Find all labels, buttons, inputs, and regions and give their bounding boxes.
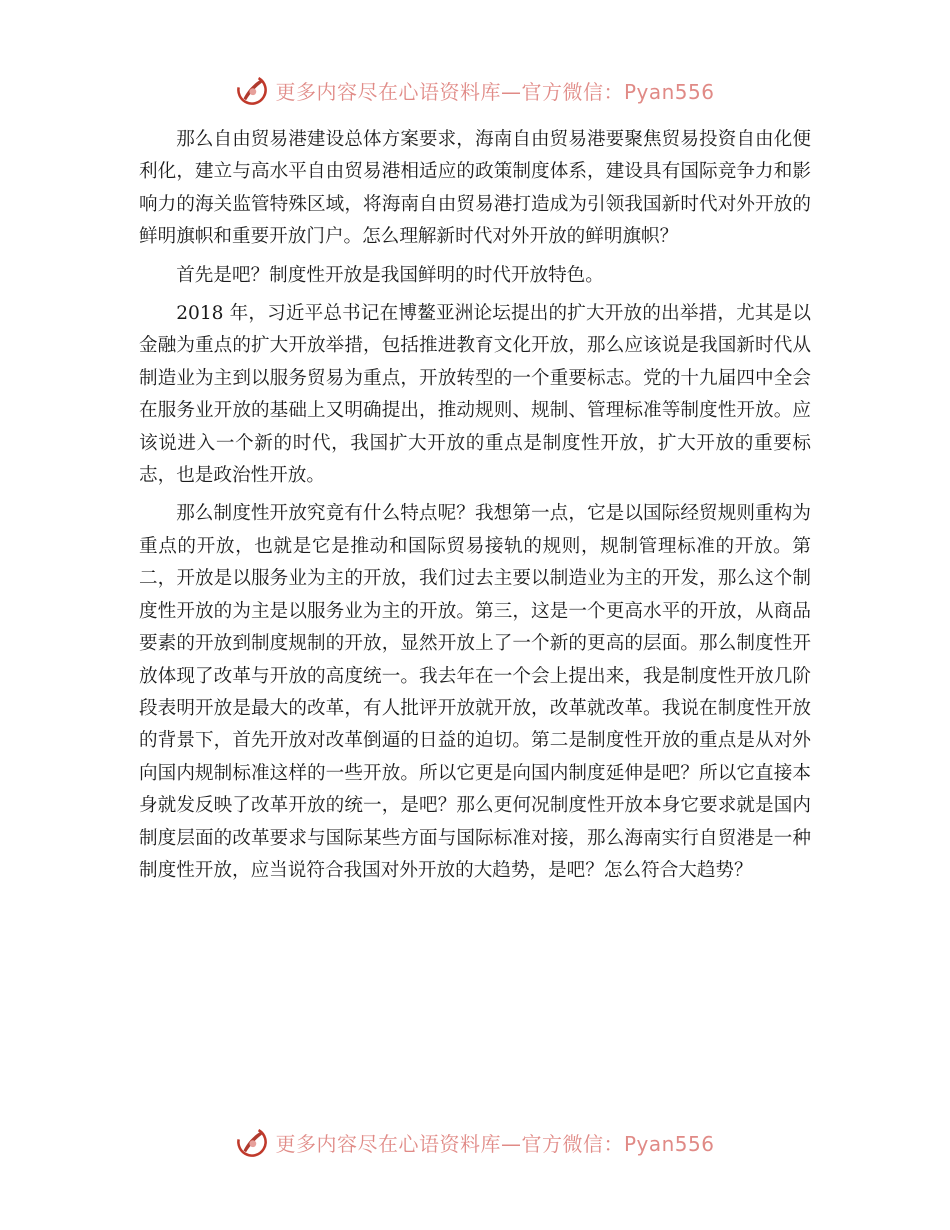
paragraph: 2018 年，习近平总书记在博鳌亚洲论坛提出的扩大开放的出举措，尤其是以金融为重点的扩大开放举措，包括推进教育文化开放，那么应该说是我国新时代从制造业为主到以服务贸易为重点，开放转型的一个重要标志。党的十九届四中全会在服务业开放的基础上又明确提出，推动规则、规制、管理标准等制度性开放。应该说进入一个新的时代，我国扩大开放的重点是制度性开放，扩大开放的重要标志，也是政治性开放。 (139, 303, 811, 487)
header-watermark (0, 70, 950, 110)
footer-watermark (0, 1122, 950, 1162)
pen-seal-logo-icon (235, 1125, 269, 1159)
header-watermark-text: 更多内容尽在心语资料库—官方微信：Pyan556 (275, 79, 715, 104)
document-body (139, 124, 811, 893)
footer-watermark-text: 更多内容尽在心语资料库—官方微信：Pyan556 (275, 1131, 715, 1156)
paragraph: 那么制度性开放究竟有什么特点呢？我想第一点，它是以国际经贸规则重构为重点的开放，也就是它是推动和国际贸易接轨的规则，规制管理标准的开放。第二，开放是以服务业为主的开放，我们过去主要以制造业为主的开发，那么这个制度性开放的为主是以服务业为主的开放。第三，这是一个更高水平的开放，从商品要素的开放到制度规制的开放，显然开放上了一个新的更高的层面。那么制度性开放体现了改革与开放的高度统一。我去年在一个会上提出来，我是制度性开放几阶段表明开放是最大的改革，有人批评开放就开放，改革就改革。我说在制度性开放的背景下，首先开放对改革倒逼的日益的迫切。第二是制度性开放的重点是从对外向国内规制标准这样的一些开放。所以它更是向国内制度延伸是吧？所以它直接本身就发反映了改革开放的统一，是吧？那么更何况制度性开放本身它要求就是国内制度层面的改革要求与国际某些方面与国际标准对接，那么海南实行自贸港是一种制度性开放，应当说符合我国对外开放的大趋势，是吧？怎么符合大趋势？ (139, 503, 811, 881)
paragraph: 那么自由贸易港建设总体方案要求，海南自由贸易港要聚焦贸易投资自由化便利化，建立与高水平自由贸易港相适应的政策制度体系，建设具有国际竞争力和影响力的海关监管特殊区域，将海南自由贸易港打造成为引领我国新时代对外开放的鲜明旗帜和重要开放门户。怎么理解新时代对外开放的鲜明旗帜？ (139, 129, 811, 248)
paragraph: 首先是吧？制度性开放是我国鲜明的时代开放特色。 (176, 264, 604, 286)
pen-seal-logo-icon (235, 73, 269, 107)
